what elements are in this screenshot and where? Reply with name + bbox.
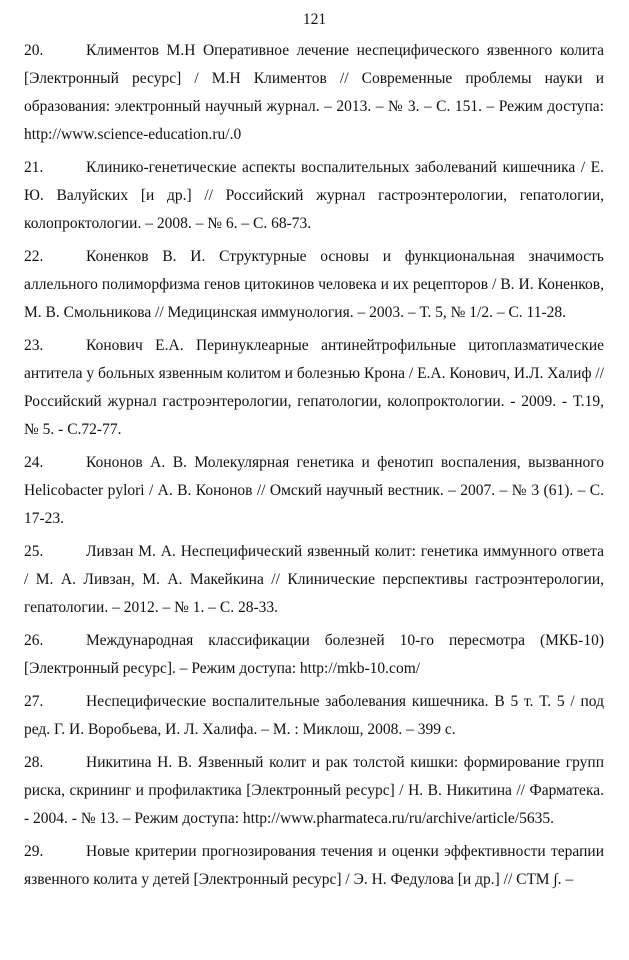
reference-number: 21. bbox=[24, 159, 44, 176]
reference-text: Коненков В. И. Структурные основы и функциональная значимость аллельного полиморфизма генов цитокинов человека и их рецепторов / В. И. Коненков, М. В. Смольникова // Медицинская иммунология. – 2003. – Т. 5, № 1/2. – С. 11-28. bbox=[24, 248, 604, 321]
reference-number: 22. bbox=[24, 248, 44, 265]
page-number: 121 bbox=[302, 11, 327, 28]
reference-number: 28. bbox=[24, 754, 44, 771]
reference-number: 20. bbox=[24, 42, 44, 59]
reference-item bbox=[24, 688, 604, 744]
reference-item bbox=[24, 332, 604, 444]
reference-item bbox=[24, 838, 604, 894]
reference-item bbox=[24, 538, 604, 622]
reference-list bbox=[24, 37, 604, 899]
reference-text: Неспецифические воспалительные заболевания кишечника. В 5 т. Т. 5 / под ред. Г. И. Воробьева, И. Л. Халифа. – М. : Миклош, 2008. – 399 с. bbox=[24, 693, 604, 738]
reference-text: Клинико-генетические аспекты воспалительных заболеваний кишечника / Е. Ю. Валуйских [и др.] // Российский журнал гастроэнтерологии, гепатологии, колопроктологии. – 2008. – № 6. – С. 68-73. bbox=[24, 159, 604, 232]
reference-item bbox=[24, 154, 604, 238]
reference-number: 23. bbox=[24, 337, 44, 354]
reference-text: Конович Е.А. Перинуклеарные антинейтрофильные цитоплазматические антитела у больных язвенным колитом и болезнью Крона / Е.А. Конович, И.Л. Халиф // Российский журнал гастроэнтерологии, гепатологии, колопроктологии. - 2009. - Т.19, № 5. - С.72-77. bbox=[24, 337, 604, 438]
reference-text: Ливзан М. А. Неспецифический язвенный колит: генетика иммунного ответа / М. А. Ливзан, М. А. Макейкина // Клинические перспективы гастроэнтерологии, гепатологии. – 2012. – № 1. – С. 28-33. bbox=[24, 543, 604, 616]
reference-item bbox=[24, 749, 604, 833]
reference-number: 29. bbox=[24, 843, 44, 860]
reference-item bbox=[24, 37, 604, 149]
reference-number: 27. bbox=[24, 693, 44, 710]
reference-number: 26. bbox=[24, 632, 44, 649]
reference-text: Никитина Н. В. Язвенный колит и рак толстой кишки: формирование групп риска, скрининг и профилактика [Электронный ресурс] / Н. В. Никитина // Фарматека. - 2004. - № 13. – Режим доступа: http://www.pharmateca.ru/ru/archive/article/5635. bbox=[24, 754, 604, 827]
reference-item bbox=[24, 627, 604, 683]
reference-text: Новые критерии прогнозирования течения и оценки эффективности терапии язвенного колита у детей [Электронный ресурс] / Э. Н. Федулова [и др.] // СТМ ∫. – bbox=[24, 843, 604, 888]
reference-item bbox=[24, 449, 604, 533]
reference-number: 25. bbox=[24, 543, 44, 560]
reference-text: Климентов М.Н Оперативное лечение неспецифического язвенного колита [Электронный ресурс] / М.Н Климентов // Современные проблемы науки и образования: электронный научный журнал. – 2013. – № 3. – С. 151. – Режим доступа: http://www.science-education.ru/.0 bbox=[24, 42, 604, 143]
reference-text: Международная классификации болезней 10-го пересмотра (МКБ-10) [Электронный ресурс]. – Режим доступа: http://mkb-10.com/ bbox=[24, 632, 604, 677]
reference-text: Кононов А. В. Молекулярная генетика и фенотип воспаления, вызванного Helicobacter pylori / А. В. Кононов // Омский научный вестник. – 2007. – № 3 (61). – С. 17-23. bbox=[24, 454, 604, 527]
reference-item bbox=[24, 243, 604, 327]
reference-number: 24. bbox=[24, 454, 44, 471]
